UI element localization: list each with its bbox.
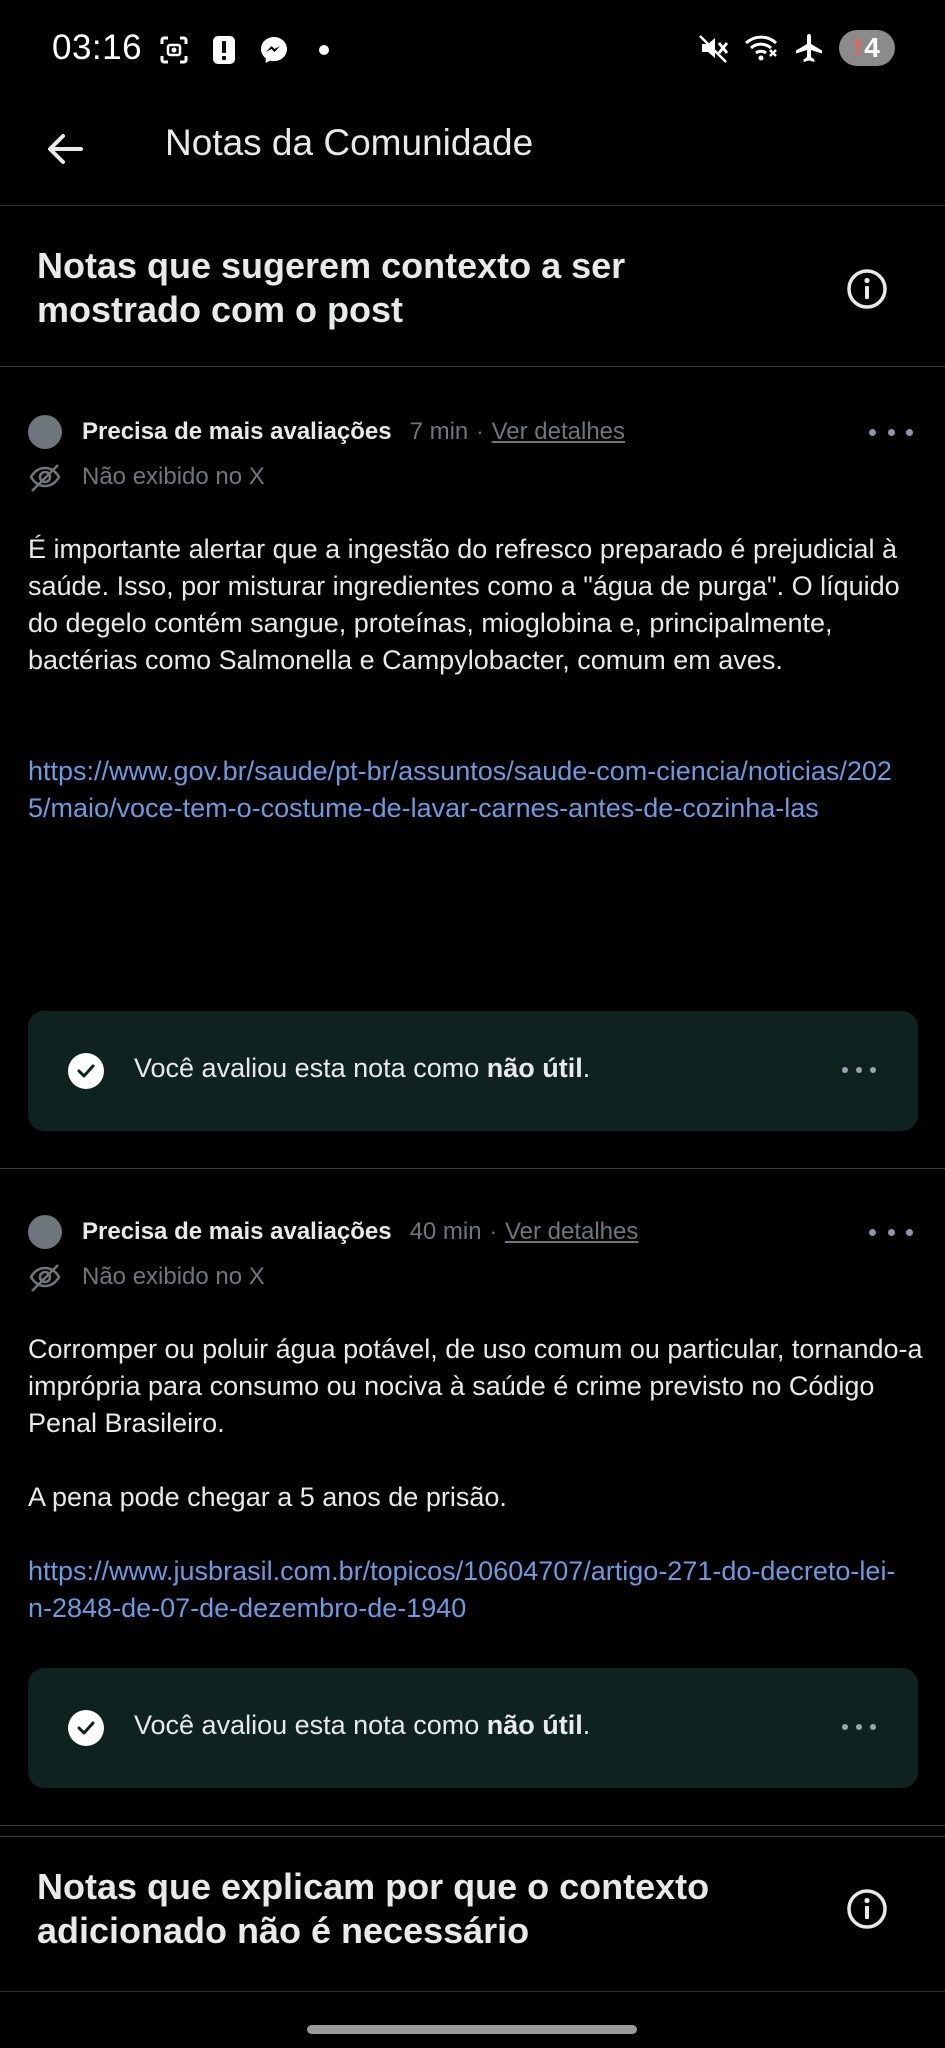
- rating-options-icon[interactable]: [842, 1057, 876, 1083]
- mute-icon: [695, 30, 731, 66]
- battery-level: 4: [864, 32, 880, 63]
- visibility-status: [28, 460, 265, 494]
- rating-text: [134, 1710, 590, 1741]
- note-text: [28, 1331, 923, 1553]
- messenger-icon: [256, 32, 292, 68]
- meta-separator: ·: [489, 1219, 497, 1244]
- rating-value: não útil: [486, 1710, 583, 1740]
- note-paragraph: Corromper ou poluir água potável, de uso comum ou particular, tornando-a imprópria para consumo ou nociva à saúde é crime previsto no Código Penal Brasileiro.: [28, 1334, 923, 1438]
- page-title: Notas da Comunidade: [165, 122, 534, 163]
- rating-suffix: .: [582, 1710, 591, 1740]
- rating-status-box: [28, 1011, 918, 1131]
- status-dot-icon: [28, 415, 62, 449]
- check-icon: [68, 1053, 104, 1089]
- info-button[interactable]: [845, 267, 889, 311]
- section-not-needed-header: [0, 1836, 945, 1992]
- meta-separator: ·: [476, 419, 484, 444]
- section-title: Notas que sugerem contexto a ser mostrado com o post: [37, 245, 626, 330]
- wifi-icon: [743, 30, 779, 66]
- info-icon: [845, 267, 889, 311]
- see-details-link[interactable]: Ver detalhes: [491, 418, 626, 445]
- note-time: 7 min: [409, 418, 469, 445]
- info-button[interactable]: [845, 1887, 889, 1931]
- note-card: [0, 368, 945, 1169]
- dot-icon: [306, 32, 342, 68]
- note-paragraph: É importante alertar que a ingestão do refresco preparado é prejudicial à saúde. Isso, por misturar ingredientes como a "água de purga". O líquido do degelo contém sangue, proteínas, mioglobina e, principalmente, bactérias como Salmonella e Campylobacter, comum em aves.: [28, 534, 900, 675]
- rating-text: [134, 1053, 590, 1084]
- alert-icon: [206, 32, 242, 68]
- note-text: [28, 531, 923, 716]
- note-meta: [28, 414, 625, 450]
- section-helpful-header: [0, 207, 945, 367]
- visibility-label: Não exibido no X: [82, 463, 265, 490]
- screenshot-icon: [156, 32, 192, 68]
- info-icon: [845, 1887, 889, 1931]
- note-meta: [28, 1214, 638, 1250]
- rating-status-box: [28, 1668, 918, 1788]
- eye-off-icon: [28, 460, 62, 494]
- more-options-icon[interactable]: [869, 417, 913, 447]
- note-source-link[interactable]: https://www.gov.br/saude/pt-br/assuntos/saude-com-ciencia/noticias/2025/maio/voce-tem-o-costume-de-lavar-carnes-antes-de-cozinha-las: [28, 756, 892, 823]
- back-button[interactable]: [38, 122, 92, 176]
- note-status: Precisa de mais avaliações: [82, 418, 392, 445]
- back-arrow-icon: [45, 129, 85, 169]
- airplane-icon: [791, 30, 827, 66]
- check-icon: [68, 1710, 104, 1746]
- see-details-link[interactable]: Ver detalhes: [504, 1218, 639, 1245]
- rating-value: não útil: [486, 1053, 583, 1083]
- note-status: Precisa de mais avaliações: [82, 1218, 392, 1245]
- battery-warning-icon: !: [854, 34, 863, 61]
- note-paragraph: A pena pode chegar a 5 anos de prisão.: [28, 1482, 507, 1512]
- status-dot-icon: [28, 1215, 62, 1249]
- status-time: 03:16: [52, 28, 143, 67]
- more-options-icon[interactable]: [869, 1217, 913, 1247]
- system-icons: [695, 30, 895, 66]
- notification-icons: [156, 32, 342, 68]
- eye-off-icon: [28, 1260, 62, 1294]
- battery-indicator: [839, 30, 895, 66]
- top-app-bar: [0, 100, 945, 206]
- rating-suffix: .: [582, 1053, 591, 1083]
- visibility-label: Não exibido no X: [82, 1263, 265, 1290]
- note-source-link[interactable]: https://www.jusbrasil.com.br/topicos/10604707/artigo-271-do-decreto-lei-n-2848-de-07-de-dezembro-de-1940: [28, 1556, 896, 1623]
- visibility-status: [28, 1260, 265, 1294]
- rating-prefix: Você avaliou esta nota como: [134, 1710, 487, 1740]
- section-title: Notas que explicam por que o contexto adicionado não é necessário: [37, 1866, 710, 1951]
- home-indicator[interactable]: [307, 2025, 637, 2034]
- note-time: 40 min: [409, 1218, 482, 1245]
- note-card: [0, 1170, 945, 1826]
- rating-prefix: Você avaliou esta nota como: [134, 1053, 487, 1083]
- status-bar: [0, 0, 945, 100]
- rating-options-icon[interactable]: [842, 1714, 876, 1740]
